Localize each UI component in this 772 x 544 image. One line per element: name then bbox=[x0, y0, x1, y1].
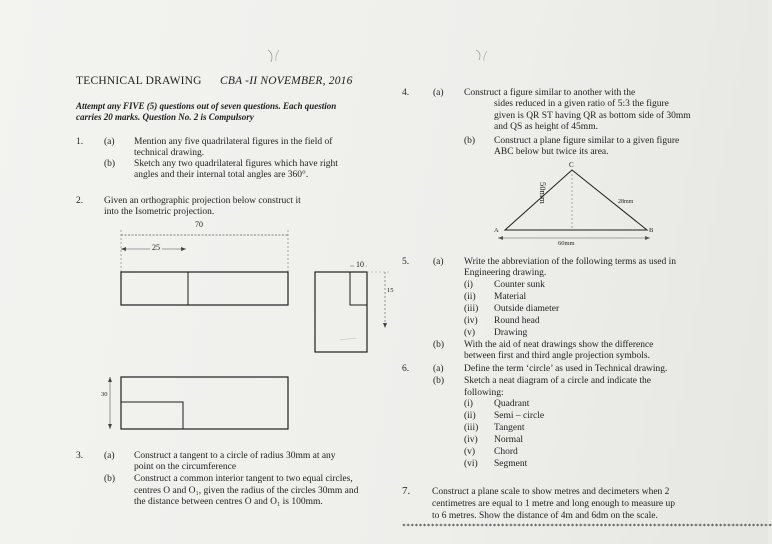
q6-item-6-text: Segment bbox=[494, 459, 528, 469]
q6-item-1-num: (i) bbox=[464, 399, 473, 409]
end-of-paper-marker: ****************************************************************************************** bbox=[402, 522, 772, 530]
q2-line-1: Given an orthographic projection below construct it bbox=[104, 196, 301, 206]
q6-item-2-num: (ii) bbox=[464, 411, 476, 421]
triangle-vertex-b: B bbox=[649, 227, 654, 234]
q6-a-line: Define the term ‘circle’ as used in Technical drawing. bbox=[464, 364, 668, 374]
q3-b-line-3: the distance between centres O and O₁ is 100mm. bbox=[134, 497, 323, 507]
q1-a-line-1: Mention any five quadrilateral figures in the field of bbox=[134, 137, 333, 147]
q3-b-line-2: centres O and O₁, given the radius of the circles 30mm and bbox=[134, 486, 359, 496]
dim-10: 10 bbox=[356, 260, 364, 269]
q4-number: 4. bbox=[402, 88, 410, 98]
q6-a-label: (a) bbox=[433, 364, 444, 374]
q6-item-2-text: Semi – circle bbox=[494, 411, 545, 421]
q5-b-label: (b) bbox=[433, 340, 445, 350]
q1-b-label: (b) bbox=[104, 159, 116, 169]
q6-item-1-text: Quadrant bbox=[494, 399, 530, 409]
q4-a-line-3: given is QR ST having QR as bottom side of 30mm bbox=[494, 111, 691, 121]
q4-a-line-1: Construct a figure similar to another with the bbox=[464, 88, 636, 98]
q7-number: 7. bbox=[402, 485, 411, 497]
q6-b-line-2: following: bbox=[464, 388, 504, 398]
q6-item-6-num: (vi) bbox=[464, 459, 478, 469]
q5-item-1-text: Counter sunk bbox=[494, 280, 545, 290]
q4-a-label: (a) bbox=[433, 88, 444, 98]
q5-a-label: (a) bbox=[433, 257, 444, 267]
q7-line-2: centimetres are equal to 1 metre and long enough to measure up bbox=[432, 499, 675, 509]
q6-b-label: (b) bbox=[433, 376, 445, 386]
q1-a-line-2: technical drawing. bbox=[134, 148, 205, 158]
q6-item-5-num: (v) bbox=[464, 447, 476, 457]
q5-b-line-1: With the aid of neat drawings show the difference bbox=[464, 340, 654, 350]
triangle-base-label: 60mm bbox=[558, 240, 575, 247]
q2-line-2: into the Isometric projection. bbox=[104, 207, 215, 217]
q5-a-line-2: Engineering drawing. bbox=[464, 268, 547, 278]
q4-a-line-2: sides reduced in a given ratio of 5:3 the figure bbox=[494, 99, 669, 109]
q3-a-line-1: Construct a tangent to a circle of radius 30mm at any bbox=[134, 451, 336, 461]
exam-title: CBA -II NOVEMBER, 2016 bbox=[220, 75, 353, 87]
q3-a-line-2: point on the circumference bbox=[134, 462, 237, 472]
q1-b-line-1: Sketch any two quadrilateral figures which have right bbox=[134, 159, 338, 169]
q5-item-2-text: Material bbox=[494, 292, 527, 302]
q6-item-4-num: (iv) bbox=[464, 435, 478, 445]
q5-item-5-text: Drawing bbox=[494, 328, 528, 338]
q2-number: 2. bbox=[76, 196, 84, 206]
q5-a-line-1: Write the abbreviation of the following terms as used in bbox=[464, 257, 676, 267]
q5-item-3-text: Outside diameter bbox=[494, 304, 560, 314]
q3-b-label: (b) bbox=[104, 474, 116, 484]
q1-a-label: (a) bbox=[104, 137, 115, 147]
q6-item-5-text: Chord bbox=[494, 447, 518, 457]
q6-b-line-1: Sketch a neat diagram of a circle and indicate the bbox=[464, 376, 652, 386]
q6-item-3-text: Tangent bbox=[494, 423, 525, 433]
q7-line-1: Construct a plane scale to show metres and decimeters when 2 bbox=[432, 487, 670, 497]
q4-b-line-1: Construct a plane figure similar to a given figure bbox=[494, 136, 680, 146]
dim-15: 15 bbox=[387, 287, 394, 294]
q6-item-4-text: Normal bbox=[494, 435, 524, 445]
q4-b-label: (b) bbox=[464, 136, 476, 146]
instruction-line-1: Attempt any FIVE (5) questions out of seven questions. Each question bbox=[76, 101, 337, 111]
triangle-vertex-c: C bbox=[569, 161, 574, 169]
triangle-vertex-a: A bbox=[494, 227, 499, 234]
q4-b-line-2: ABC below but twice its area. bbox=[494, 147, 609, 157]
q6-item-3-num: (iii) bbox=[464, 423, 479, 433]
q5-item-4-num: (iv) bbox=[464, 316, 478, 326]
instruction-line-2: carries 20 marks. Question No. 2 is Compulsory bbox=[76, 112, 254, 122]
q5-number: 5. bbox=[402, 257, 410, 267]
dim-overall-70: 70 bbox=[195, 220, 203, 229]
q3-a-label: (a) bbox=[104, 451, 115, 461]
q3-b-line-1: Construct a common interior tangent to two equal circles, bbox=[134, 474, 353, 484]
q5-item-3-num: (iii) bbox=[464, 304, 479, 314]
q5-item-2-num: (ii) bbox=[464, 292, 476, 302]
q6-number: 6. bbox=[402, 364, 410, 374]
dim-25: 25 bbox=[152, 243, 160, 252]
q3-number: 3. bbox=[76, 451, 84, 461]
triangle-side-label: 28mm bbox=[618, 199, 634, 205]
q7-line-3: to 6 metres. Show the distance of 4m and 6dm on the scale. bbox=[432, 511, 658, 521]
subject-title: TECHNICAL DRAWING bbox=[76, 75, 202, 87]
q4-a-line-4: and QS as height of 45mm. bbox=[494, 122, 598, 132]
q5-item-5-num: (v) bbox=[464, 328, 476, 338]
q1-b-line-2: angles and their internal total angles are 360°. bbox=[134, 170, 309, 180]
q5-b-line-2: between first and third angle projection symbols. bbox=[464, 351, 650, 361]
q1-number: 1. bbox=[76, 137, 84, 147]
q5-item-1-num: (i) bbox=[464, 280, 473, 290]
q5-item-4-text: Round head bbox=[494, 316, 540, 326]
dim-30: 30 bbox=[101, 391, 108, 398]
triangle-height-label: 50mm bbox=[538, 182, 548, 204]
